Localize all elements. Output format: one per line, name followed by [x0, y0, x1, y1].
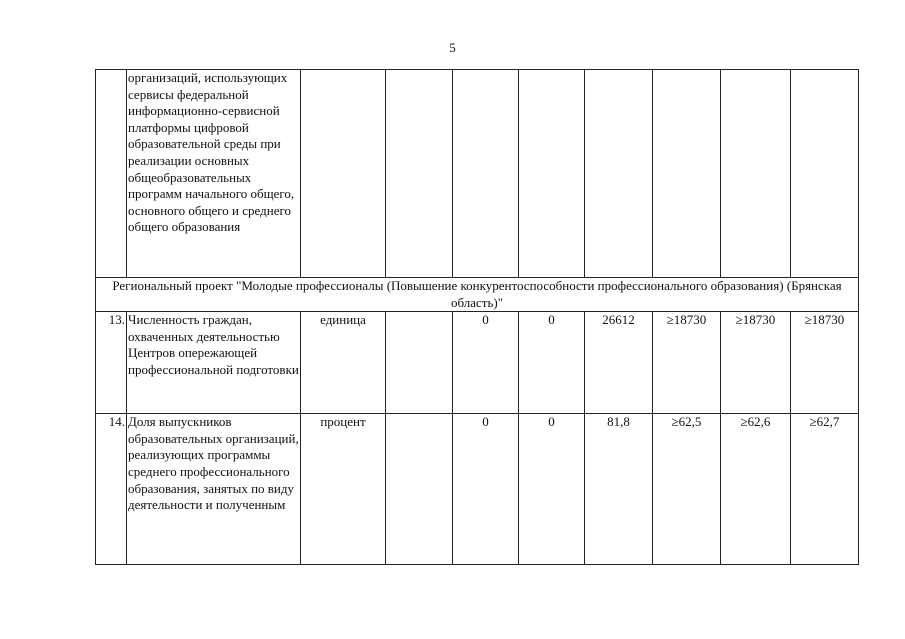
- value-cell: 0: [453, 414, 519, 565]
- value-cell: ≥18730: [791, 312, 859, 414]
- indicators-table: [95, 69, 859, 565]
- value-cell: 0: [519, 312, 585, 414]
- value-cell: [791, 70, 859, 278]
- unit-cell: процент: [301, 414, 386, 565]
- value-cell: [386, 312, 453, 414]
- value-cell: 26612: [585, 312, 653, 414]
- table-row: [96, 414, 859, 565]
- indicator-name-cell: Численность граждан, охваченных деятельностью Центров опережающей профессиональной подготовки: [127, 312, 301, 414]
- value-cell: ≥62,7: [791, 414, 859, 565]
- value-cell: [519, 70, 585, 278]
- indicator-name-cell: организаций, использующих сервисы федеральной информационно-сервисной платформы цифровой образовательной среды при реализации основных общеобразовательных программ начального общего, основного общего и среднего общего образования: [127, 70, 301, 278]
- value-cell: ≥62,6: [721, 414, 791, 565]
- value-cell: ≥62,5: [653, 414, 721, 565]
- row-number-cell: 13.: [96, 312, 127, 414]
- value-cell: [386, 414, 453, 565]
- row-number-cell: [96, 70, 127, 278]
- section-title: Региональный проект "Молодые профессионалы (Повышение конкурентоспособности профессионального образования) (Брянская область)": [96, 278, 859, 312]
- table-row: [96, 70, 859, 278]
- value-cell: ≥18730: [721, 312, 791, 414]
- unit-cell: единица: [301, 312, 386, 414]
- value-cell: [386, 70, 453, 278]
- value-cell: [721, 70, 791, 278]
- value-cell: [653, 70, 721, 278]
- value-cell: 81,8: [585, 414, 653, 565]
- value-cell: 0: [453, 312, 519, 414]
- value-cell: 0: [519, 414, 585, 565]
- value-cell: ≥18730: [653, 312, 721, 414]
- section-row: [96, 278, 859, 312]
- unit-cell: [301, 70, 386, 278]
- table-row: [96, 312, 859, 414]
- value-cell: [453, 70, 519, 278]
- indicator-name-cell: Доля выпускников образовательных организаций, реализующих программы среднего профессионального образования, занятых по виду деятельности и полученным: [127, 414, 301, 565]
- value-cell: [585, 70, 653, 278]
- page-number: 5: [449, 40, 456, 55]
- row-number-cell: 14.: [96, 414, 127, 565]
